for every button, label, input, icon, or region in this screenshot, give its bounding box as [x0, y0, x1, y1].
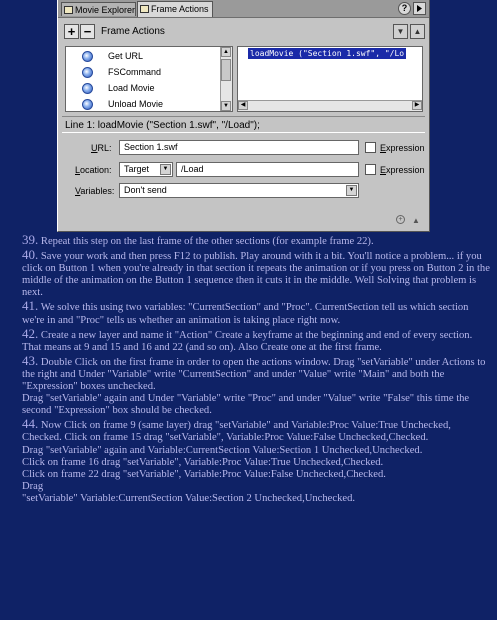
panel-tab-bar — [58, 0, 429, 18]
toolbar-title: Frame Actions — [101, 26, 165, 37]
location-expression-checkbox[interactable] — [365, 164, 376, 175]
move-down-button[interactable] — [393, 24, 408, 39]
list-item-unload-movie[interactable]: Unload Movie — [66, 97, 216, 112]
url-expression-label: Expression — [380, 143, 425, 153]
location-label: Location: — [75, 165, 112, 175]
step-number: 40. — [22, 247, 39, 263]
minus-icon: − — [83, 24, 92, 39]
step-text: Create a new layer and name it "Action" Create a keyframe at the beginning and end of every section. That means at 9 and 15 and 16 and 22 (and so on). Also Create one at the first frame. — [22, 329, 473, 353]
tab-frame-actions[interactable]: Frame Actions — [137, 1, 213, 17]
list-item-fscommand[interactable]: FSCommand — [66, 65, 216, 80]
step-40 — [22, 249, 492, 299]
step-text: Now Click on frame 9 (same layer) drag "setVariable" and Variable:Proc Value:True Unchecked, Checked. Click on frame 15 drag "setVariable", Variable:Proc Value:False Unchecked,Checked. — [22, 420, 451, 444]
step-text: Click on frame 22 drag "setVariable", Variable:Proc Value:False Unchecked,Checked. — [22, 468, 386, 480]
code-status-line: Line 1: loadMovie ("Section 1.swf", "/Load"); — [62, 116, 425, 133]
step-text: "setVariable" Variable:CurrentSection Value:Section 2 Unchecked,Unchecked. — [22, 492, 356, 504]
list-item-get-url[interactable]: Get URL — [66, 49, 216, 64]
action-circle-icon — [82, 51, 93, 62]
scroll-right-icon[interactable]: ▶ — [412, 101, 422, 110]
location-type-select[interactable]: Target ▼ — [119, 162, 173, 177]
step-39 — [22, 234, 492, 248]
step-text: We solve this using two variables: "CurrentSection" and "Proc". CurrentSection tell us which section we're in and "Proc" tells us whether an animation is taking place right now. — [22, 302, 469, 326]
action-circle-icon — [82, 99, 93, 110]
tab-movie-explorer[interactable]: Movie Explorer — [61, 2, 136, 16]
action-circle-icon — [82, 83, 93, 94]
scroll-down-icon[interactable]: ▼ — [221, 101, 231, 111]
step-42 — [22, 325, 492, 354]
chevron-down-icon: ▼ — [160, 164, 171, 175]
step-number: 41. — [22, 298, 39, 314]
list-scrollbar[interactable] — [220, 47, 232, 111]
help-button[interactable] — [398, 2, 411, 15]
remove-action-button[interactable] — [80, 24, 95, 39]
step-43 — [22, 352, 492, 417]
url-expression-checkbox[interactable] — [365, 142, 376, 153]
triangle-right-icon — [414, 3, 425, 14]
scroll-thumb[interactable] — [221, 59, 231, 81]
step-text: Drag — [22, 480, 44, 492]
step-44 — [22, 418, 492, 505]
step-text: Drag "setVariable" again and Variable:CurrentSection Value:Section 1 Unchecked,Unchecked. — [22, 444, 423, 456]
step-number: 43. — [22, 352, 39, 368]
actions-list[interactable] — [65, 46, 233, 112]
frame-actions-panel — [57, 0, 430, 232]
triangle-down-icon: ▼ — [396, 27, 405, 36]
scroll-left-icon[interactable]: ◀ — [238, 101, 248, 110]
actions-toolbar — [58, 21, 429, 43]
step-text: Drag "setVariable" again and Under "Variable" write "Proc" and under "Value" write "False" this time the second "Expression" box should be checked. — [22, 393, 470, 417]
step-text: Repeat this step on the last frame of the other sections (for example frame 22). — [40, 236, 374, 247]
help-icon: ? — [401, 3, 408, 13]
step-text: Double Click on the first frame in order to open the actions window. Drag "setVariable" under Actions to the right and Under "Variable" write "CurrentSection" and under "Value" write "Main" and both the "Expression" boxes unchecked. — [22, 356, 486, 393]
step-number: 44. — [22, 416, 39, 432]
variables-select[interactable]: Don't send ▼ — [119, 183, 359, 198]
add-action-button[interactable] — [64, 24, 79, 39]
triangle-up-icon: ▲ — [413, 27, 422, 36]
panel-menu-button[interactable] — [413, 2, 426, 15]
chevron-down-icon: ▼ — [346, 185, 357, 196]
selected-code-line[interactable]: loadMovie ("Section 1.swf", "/Lo — [250, 49, 405, 58]
target-icon[interactable]: + — [396, 215, 405, 224]
frame-actions-icon — [140, 5, 149, 13]
script-code-area[interactable] — [237, 46, 423, 112]
scroll-up-icon[interactable]: ▲ — [221, 47, 231, 57]
plus-icon: + — [67, 24, 76, 39]
location-expression-label: Expression — [380, 165, 425, 175]
movie-explorer-icon — [64, 6, 73, 14]
collapse-triangle-icon[interactable]: ▲ — [412, 216, 420, 225]
location-field[interactable]: /Load — [176, 162, 359, 177]
step-text: Click on frame 16 drag "setVariable", Variable:Proc Value:True Unchecked,Checked. — [22, 456, 384, 468]
variables-label: Variables: — [75, 186, 115, 196]
tutorial-instructions — [22, 234, 492, 506]
move-up-button[interactable] — [410, 24, 425, 39]
code-horizontal-scrollbar[interactable] — [238, 100, 422, 111]
list-item-load-movie[interactable]: Load Movie — [66, 81, 216, 96]
url-label: URL: — [91, 143, 112, 153]
url-field[interactable]: Section 1.swf — [119, 140, 359, 155]
step-text: Save your work and then press F12 to publish. Play around with it a bit. You'll notice a problem... if you click on Button 1 when you're already in that section it repeats the animation or if you press on Button 2 in the middle of the animation on the Button 1 sequence then it cuts it in the middle. Well Solving that problem is next. — [22, 251, 490, 299]
step-number: 39. — [22, 232, 39, 247]
action-circle-icon — [82, 67, 93, 78]
step-number: 42. — [22, 325, 39, 341]
step-41 — [22, 300, 492, 326]
